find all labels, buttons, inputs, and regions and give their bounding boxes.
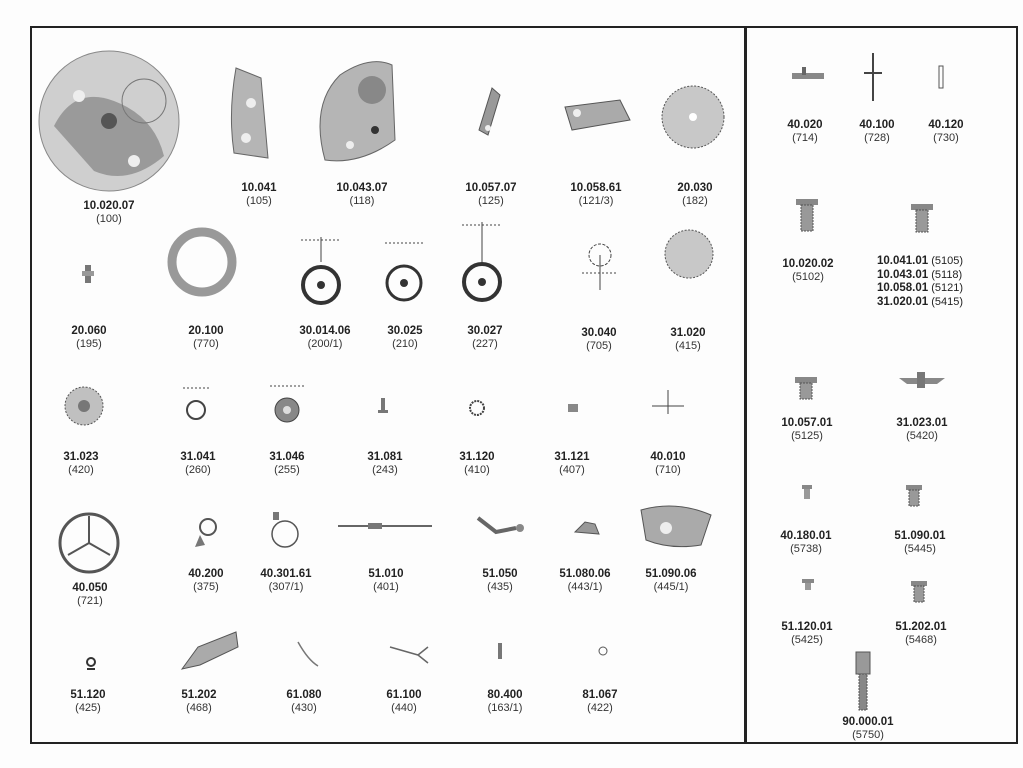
pinion-31120-illustration — [467, 398, 487, 418]
part-label: 51.090.01 (5445) — [894, 530, 946, 555]
part-label: 20.100 (770) — [188, 325, 224, 350]
bridge-10041-illustration — [226, 63, 271, 163]
wheel-30025-illustration — [383, 238, 425, 304]
part-label: 40.180.01 (5738) — [780, 530, 832, 555]
part-label: 31.046 (255) — [269, 451, 305, 476]
part-20060-illustration — [80, 263, 96, 285]
part-label: 31.020 (415) — [670, 327, 706, 352]
gear-20030-illustration — [660, 84, 726, 150]
bridge-51090-illustration — [636, 500, 716, 550]
gear-31020-illustration — [663, 228, 715, 280]
spring-51120-illustration — [84, 655, 98, 671]
part-label: 10.041 (105) — [241, 182, 277, 207]
screw-10057-illustration — [793, 375, 819, 403]
part-label: 51.120 (425) — [70, 689, 106, 714]
gear-31023-illustration — [63, 385, 105, 427]
bridge-10058-illustration — [560, 95, 632, 135]
spring-61100-illustration — [388, 643, 430, 667]
screws-list: 10.041.01 (5105) 10.043.01 (5118) 10.058.01 (5121) 31.020.01 (5415) — [877, 255, 964, 308]
part-label: 80.400 (163/1) — [487, 689, 523, 714]
part-label: 30.025 (210) — [387, 325, 423, 350]
lever-10057-illustration — [474, 85, 504, 140]
screw-40180-illustration — [801, 484, 813, 500]
screw-31023-illustration — [897, 372, 947, 392]
screw-51202-illustration — [910, 580, 928, 604]
part-label: 30.027 (227) — [467, 325, 503, 350]
hairspring-40301-illustration — [268, 510, 302, 552]
pin-31081-illustration — [378, 398, 388, 414]
part-label: 10.057.07 (125) — [465, 182, 517, 207]
stud-40200-illustration — [192, 515, 222, 551]
part-label: 20.030 (182) — [677, 182, 713, 207]
part-label: 51.202.01 (5468) — [895, 621, 947, 646]
part-label: 51.120.01 (5425) — [781, 621, 833, 646]
part-label: 31.023.01 (5420) — [896, 417, 948, 442]
part-label: 31.121 (407) — [554, 451, 590, 476]
stem-51010-illustration — [338, 520, 434, 532]
bridge-51202-illustration — [178, 627, 242, 673]
part-label: 40.010 (710) — [650, 451, 686, 476]
spring-61080-illustration — [296, 640, 322, 670]
main-plate-illustration — [34, 46, 184, 196]
part-label: 40.301.61 (307/1) — [260, 568, 312, 593]
part-label: 51.050 (435) — [482, 568, 518, 593]
part-label: 51.202 (468) — [181, 689, 217, 714]
screws-section-divider — [744, 26, 747, 744]
wheel-31041-illustration — [183, 384, 209, 422]
part-label: 31.120 (410) — [459, 451, 495, 476]
part-label: 30.040 (705) — [581, 327, 617, 352]
part-label: 61.100 (440) — [386, 689, 422, 714]
part-label: 10.043.07 (118) — [336, 182, 388, 207]
bridge-10043-illustration — [310, 55, 400, 170]
screw-10020-illustration — [792, 195, 822, 235]
arbor-40010-illustration — [650, 390, 686, 420]
pin-40120-illustration — [937, 66, 945, 90]
ring-20100-illustration — [168, 228, 236, 296]
part-40020-illustration — [790, 65, 826, 83]
part-label: 81.067 (422) — [582, 689, 618, 714]
arbor-40100-illustration — [862, 53, 884, 103]
wheel-30027-illustration — [460, 222, 504, 306]
part-label: 10.058.61 (121/3) — [570, 182, 622, 207]
wheel-30014-illustration — [299, 237, 343, 307]
spring-51080-illustration — [573, 518, 601, 538]
escape-wheel-30040-illustration — [580, 240, 620, 295]
stem-90000-illustration — [852, 652, 874, 712]
part-label: 10.020.02 (5102) — [782, 258, 834, 283]
pin-80400-illustration — [497, 643, 503, 659]
part-label: 51.090.06 (445/1) — [645, 568, 697, 593]
part-label: 30.014.06 (200/1) — [299, 325, 351, 350]
part-label: 31.023 (420) — [63, 451, 99, 476]
part-label: 10.020.07 (100) — [83, 200, 135, 225]
screw-51090-illustration — [905, 484, 923, 508]
part-label: 40.020 (714) — [787, 119, 823, 144]
part-label: 10.057.01 (5125) — [781, 417, 833, 442]
part-label: 31.041 (260) — [180, 451, 216, 476]
part-label: 40.100 (728) — [859, 119, 895, 144]
part-label: 40.200 (375) — [188, 568, 224, 593]
jewel-81067-illustration — [597, 645, 609, 657]
screw-51120-illustration — [801, 578, 815, 592]
part-label: 20.060 (195) — [71, 325, 107, 350]
wheel-31046-illustration — [270, 376, 304, 426]
part-label: 90.000.01 (5750) — [842, 716, 894, 741]
part-label: 40.050 (721) — [72, 582, 108, 607]
part-label: 51.010 (401) — [368, 568, 404, 593]
part-label: 40.120 (730) — [928, 119, 964, 144]
lever-51050-illustration — [476, 514, 526, 540]
balance-40050-illustration — [56, 510, 122, 576]
pinion-31121-illustration — [566, 402, 580, 414]
part-label: 51.080.06 (443/1) — [559, 568, 611, 593]
screw-10041-illustration — [909, 202, 935, 236]
part-label: 31.081 (243) — [367, 451, 403, 476]
part-label: 61.080 (430) — [286, 689, 322, 714]
